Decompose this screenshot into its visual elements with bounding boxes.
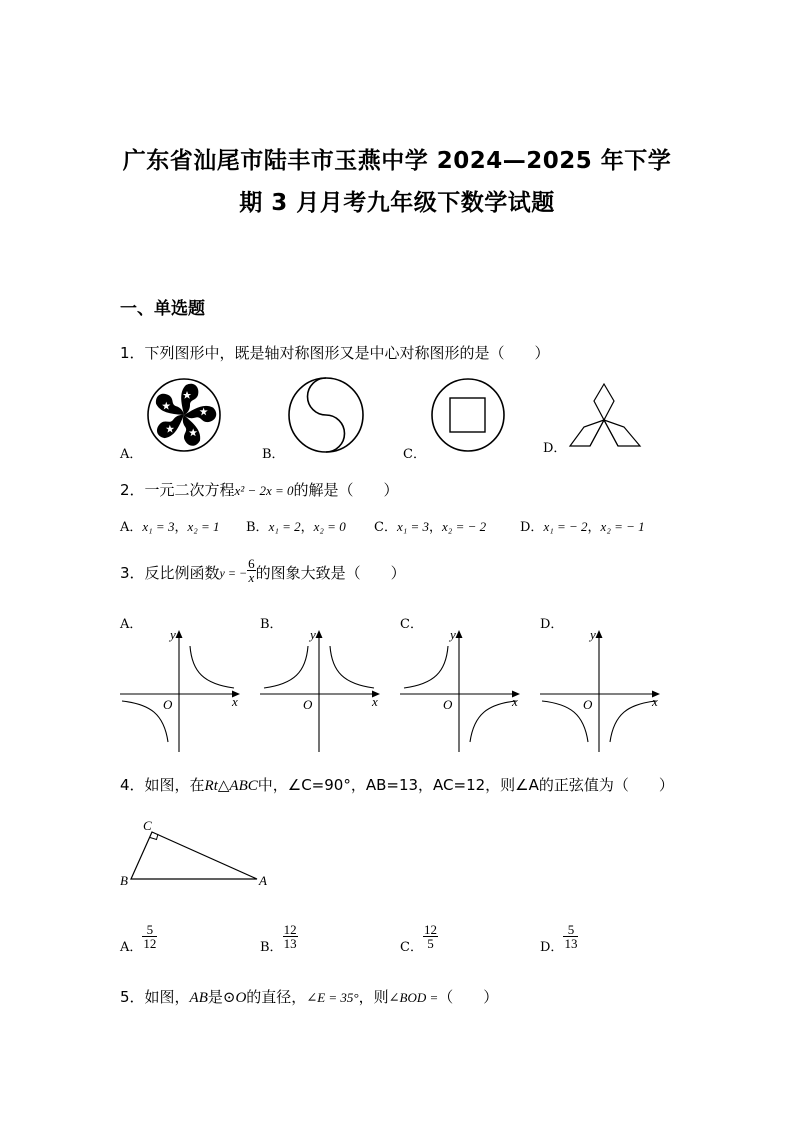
q4-d-den: 13	[564, 936, 578, 951]
paper-title-line-1: 广东省汕尾市陆丰市玉燕中学 2024—2025 年下学	[122, 148, 672, 174]
q3-b-axis-x: x	[372, 694, 378, 709]
q3-d-origin: O	[583, 697, 593, 712]
q2-option-b: B．x₁ = 2，x₂ = 0	[246, 519, 346, 535]
q2-option-c-label: C．	[374, 520, 397, 535]
q3-a-origin: O	[163, 697, 173, 712]
q4-stem-prefix: 4．如图，在	[120, 776, 205, 794]
q1-figure-c	[428, 377, 508, 453]
q1-option-c: C．	[403, 447, 426, 462]
q5-ab: AB	[189, 990, 208, 1006]
q3-c-axis-x: x	[512, 694, 518, 709]
q3-b-axis-y: y	[310, 627, 316, 642]
q2-c-x1: x₁ = 3	[396, 519, 430, 534]
q4-a-den: 12	[143, 936, 157, 951]
q3-graph-c	[400, 628, 522, 752]
q2-stem-prefix: 2．一元二次方程	[120, 481, 235, 499]
q4-rt-triangle: Rt△ABC	[204, 778, 258, 794]
q3-a-axis-x: x	[232, 694, 238, 709]
q4-label-a: A	[259, 873, 267, 888]
q3-graph-a	[120, 628, 242, 752]
q1-figure-d	[568, 382, 642, 450]
q5-angle-e: ∠E = 35°	[306, 990, 359, 1005]
q2-b-x2: x₂ = 0	[313, 519, 346, 534]
q2-d-x1: x₁ = − 2	[543, 519, 588, 534]
q2-a-x1: x₁ = 3	[142, 519, 175, 534]
q2-c-x2: x₂ = − 2	[442, 519, 487, 534]
q1-option-d: D．	[543, 441, 567, 456]
q4-stem-suffix: 的正弦值为（ ）	[538, 776, 674, 794]
q2-option-c: C．x₁ = 3，x₂ = − 2	[374, 519, 487, 535]
q4-option-a	[120, 918, 157, 955]
q4-option-c-label: C．	[400, 940, 423, 955]
q4-option-b-fraction	[283, 923, 298, 950]
q3-c-axis-y: y	[450, 627, 456, 642]
q1-figure-a	[143, 377, 225, 453]
q4-option-b	[260, 918, 298, 955]
q3-option-c: C．	[400, 617, 423, 632]
q3-graph-b	[260, 628, 382, 752]
paper-title-line-2: 期 3 月月考九年级下数学试题	[239, 190, 555, 216]
q3-d-axis-y: y	[590, 627, 596, 642]
q4-c-den: 5	[427, 936, 434, 951]
q3-func-num: 6	[248, 556, 255, 571]
q1-option-a: A．	[120, 447, 143, 462]
q4-b-den: 13	[283, 936, 297, 951]
q1-option-b: B．	[262, 447, 285, 462]
q2-stem-suffix: 的解是（ ）	[293, 481, 399, 499]
q3-a-axis-y: y	[170, 627, 176, 642]
q2-option-d: D．x₁ = − 2，x₂ = − 1	[520, 519, 645, 535]
section-heading: 一、单选题	[120, 299, 205, 319]
question-3-stem	[120, 556, 406, 585]
q4-option-a-fraction	[142, 923, 157, 950]
q2-b-x1: x₁ = 2	[268, 519, 301, 534]
q3-option-d: D．	[540, 617, 564, 632]
q3-func-lhs: y = −	[219, 566, 248, 580]
q3-c-origin: O	[443, 697, 453, 712]
q4-option-a-label: A．	[120, 940, 143, 955]
q3-stem-suffix: 的图象大致是（ ）	[255, 564, 406, 582]
question-1-stem: 1．下列图形中，既是轴对称图形又是中心对称图形的是（ ）	[120, 344, 550, 362]
q4-a-num: 5	[142, 923, 157, 937]
q5-then: ，则	[358, 988, 389, 1006]
q4-c-num: 12	[423, 922, 437, 937]
q3-d-axis-x: x	[652, 694, 658, 709]
q3-option-a: A．	[120, 617, 143, 632]
q5-suffix: （ ）	[438, 988, 499, 1006]
q2-a-x2: x₂ = 1	[187, 519, 220, 534]
q3-graph-d	[540, 628, 662, 752]
question-2-stem	[120, 479, 399, 500]
q2-option-a-label: A．	[120, 520, 143, 535]
q2-equation: x² − 2x = 0	[234, 483, 294, 498]
q5-is: 是	[207, 988, 223, 1006]
q4-option-d	[540, 918, 578, 955]
q5-angle-bod: ∠BOD =	[388, 990, 439, 1005]
q4-d-num: 5	[563, 923, 578, 937]
q4-option-d-label: D．	[540, 940, 564, 955]
q2-d-x2: x₂ = − 1	[600, 519, 645, 534]
q3-option-b: B．	[260, 617, 283, 632]
q4-option-c-fraction	[423, 923, 438, 950]
q2-option-b-label: B．	[246, 520, 269, 535]
q4-option-d-fraction	[563, 923, 578, 950]
q5-stem-mid: 的直径，	[246, 988, 307, 1006]
q4-stem-mid: 中，∠C=90°，AB=13，AC=12，则∠A	[257, 776, 539, 794]
q4-label-c: C	[143, 818, 152, 833]
q5-stem-prefix: 5．如图，	[120, 988, 190, 1006]
q3-func-fraction	[247, 557, 256, 584]
q4-option-c	[400, 918, 438, 955]
q2-option-a: A．x₁ = 3，x₂ = 1	[120, 519, 220, 535]
q4-option-b-label: B．	[260, 940, 283, 955]
q5-circle-o: ⊙O	[222, 990, 247, 1006]
q4-b-num: 12	[283, 922, 297, 937]
q4-label-b: B	[120, 873, 128, 888]
q3-func-den: x	[248, 570, 255, 585]
q3-b-origin: O	[303, 697, 313, 712]
question-5-stem	[120, 986, 498, 1007]
q1-figure-b	[285, 377, 367, 453]
q3-stem-prefix: 3．反比例函数	[120, 564, 220, 582]
q2-option-d-label: D．	[520, 520, 544, 535]
question-4-stem	[120, 774, 674, 795]
